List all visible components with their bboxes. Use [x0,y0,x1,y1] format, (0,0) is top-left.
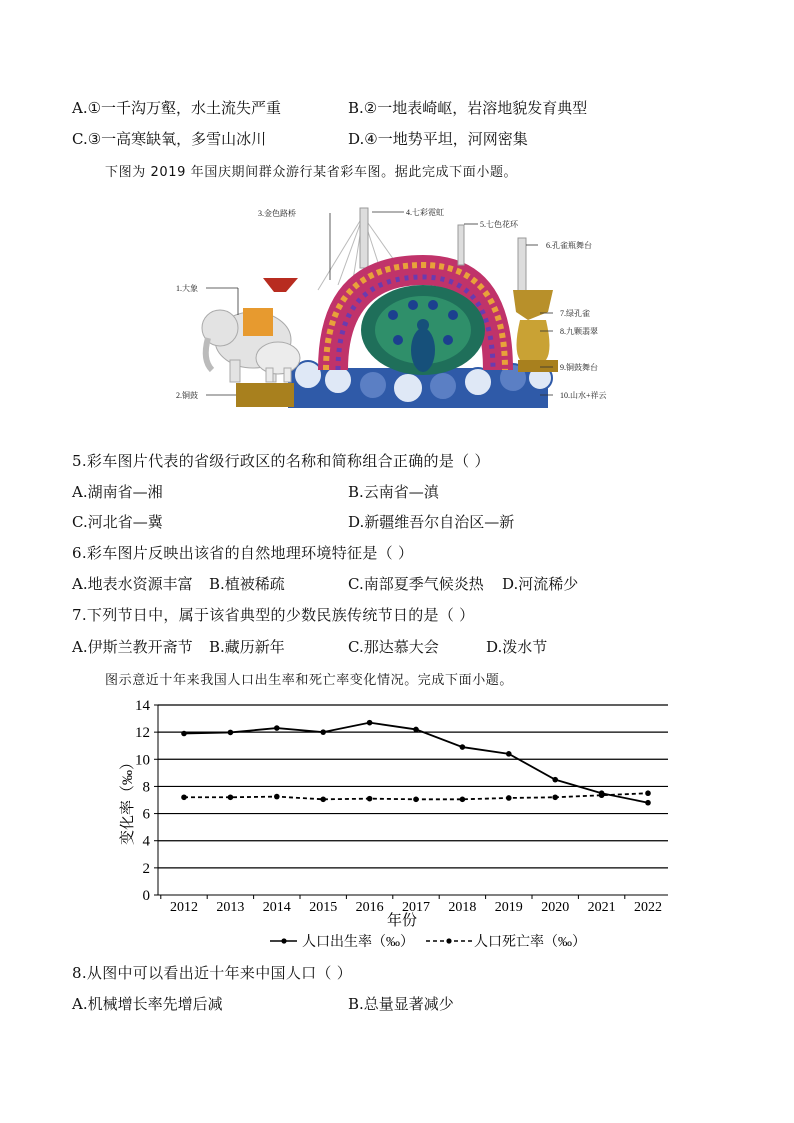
label-peacock-vase-stage: 6.孔雀瓶舞台 [546,241,592,250]
q4-option-c: C.③一高寒缺氧，多雪山冰川 [72,130,267,148]
q6-option-b: B.植被稀疏 [209,575,285,593]
q4-option-a: A.①一千沟万壑，水土流失严重 [72,99,282,117]
death-rate-point [320,797,326,803]
label-landscape-clouds: 10.山水+祥云 [560,391,607,400]
y-tick-label: 8 [142,779,150,796]
birth-rate-point [181,731,187,737]
birth-rate-point [413,727,419,733]
y-tick-label: 4 [142,833,150,850]
label-green-peacock: 7.绿孔雀 [560,309,590,318]
label-flower-garland: 5.七色花环 [480,220,518,229]
q6-option-a: A.地表水资源丰富 [72,575,193,593]
q6-stem: 6.彩车图片反映出该省的自然地理环境特征是（ ） [72,544,414,562]
label-elephant: 1.大象 [176,284,198,293]
q4-option-b: B.②一地表崎岖，岩溶地貌发育典型 [348,99,588,117]
y-tick-label: 6 [142,806,150,823]
legend-death-rate: 人口死亡率（‰） [474,935,586,950]
x-tick-label: 2014 [262,900,291,915]
population-rate-chart [112,695,692,957]
q7-option-a: A.伊斯兰教开斋节 [72,638,193,656]
q8-stem: 8.从图中可以看出近十年来中国人口（ ） [72,964,353,982]
x-tick-label: 2012 [170,900,198,915]
q7-stem: 7.下列节日中，属于该省典型的少数民族传统节日的是（ ） [72,606,475,624]
birth-rate-point [645,800,651,806]
death-rate-point [274,794,280,800]
birth-rate-point [460,744,466,750]
intro-chart: 图示意近十年来我国人口出生率和死亡率变化情况。完成下面小题。 [105,673,514,688]
green-peacock [361,285,485,375]
legend-birth-rate: 人口出生率（‰） [302,935,414,950]
parade-float-figure [168,200,628,418]
bronze-drum [236,383,294,407]
q7-option-c: C.那达慕大会 [348,638,439,656]
label-nine-jadeites: 8.九颗翡翠 [560,327,598,336]
birth-rate-line [184,723,648,803]
x-tick-label: 2013 [216,900,245,915]
death-rate-point [413,797,419,803]
label-bronze-drum: 2.铜鼓 [176,391,198,400]
label-bronze-drum-stage: 9.铜鼓舞台 [560,363,598,372]
x-tick-label: 2019 [494,900,523,915]
death-rate-point [228,794,234,800]
x-tick-label: 2020 [541,900,570,915]
elephant-group [202,278,300,382]
birth-rate-point [228,730,234,736]
q7-option-d: D.泼水节 [486,638,548,656]
chart-legend [270,933,586,950]
death-rate-point [460,797,466,803]
parade-float-illustration [168,200,628,418]
y-tick-label: 12 [135,725,150,742]
q7-option-b: B.藏历新年 [209,638,285,656]
death-rate-point [506,795,512,801]
q8-option-b: B.总量显著减少 [348,995,454,1013]
death-rate-point [552,794,558,800]
q4-option-d: D.④一地势平坦，河网密集 [348,130,528,148]
death-rate-point [181,794,187,800]
birth-rate-point [506,751,512,757]
q5-option-a: A.湖南省—湘 [72,483,163,501]
y-tick-label: 14 [135,698,150,714]
q5-option-d: D.新疆维吾尔自治区—新 [348,513,515,531]
chart-xlabel: 年份 [386,913,418,929]
q8-option-a: A.机械增长率先增后减 [72,995,223,1013]
q6-option-d: D.河流稀少 [502,575,579,593]
y-tick-label: 0 [142,888,150,904]
label-rainbow: 4.七彩霓虹 [406,208,444,217]
x-tick-label: 2015 [309,900,338,915]
bronze-drum-stage [518,360,558,372]
x-tick-label: 2017 [402,900,430,915]
birth-rate-point [274,725,280,731]
q5-option-b: B.云南省—滇 [348,483,439,501]
x-tick-label: 2018 [448,900,477,915]
y-tick-label: 10 [135,752,150,769]
chart-ylabel: 变化率（‰） [120,754,136,846]
chart-svg [112,695,692,957]
birth-rate-point [320,729,326,735]
death-rate-point [367,796,373,802]
birth-rate-point [552,777,558,783]
x-tick-label: 2016 [355,900,384,915]
q6-option-c: C.南部夏季气候炎热 [348,575,484,593]
death-rate-point [599,792,605,798]
q5-stem: 5.彩车图片代表的省级行政区的名称和简称组合正确的是（ ） [72,452,490,470]
birth-rate-point [367,720,373,726]
x-tick-label: 2022 [634,900,662,915]
intro-float: 下图为 2019 年国庆期间群众游行某省彩车图。据此完成下面小题。 [105,165,518,180]
q5-option-c: C.河北省—冀 [72,513,163,531]
label-golden-bridge: 3.金色路桥 [258,209,296,218]
x-tick-label: 2021 [587,900,616,915]
y-tick-label: 2 [142,860,150,877]
death-rate-point [645,790,651,796]
